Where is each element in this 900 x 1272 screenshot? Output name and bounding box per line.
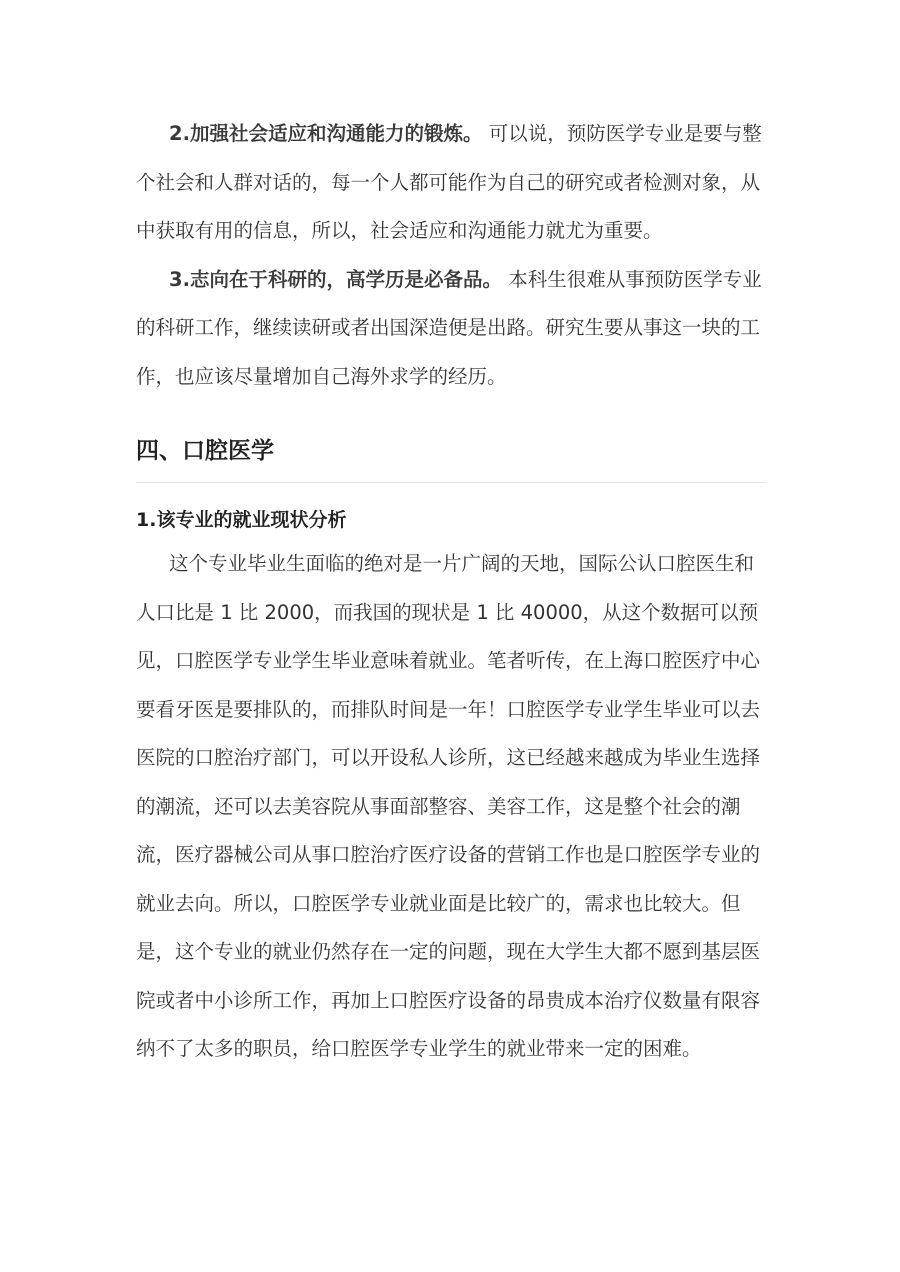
section-four-text <box>136 540 766 1074</box>
employment-analysis-body: 这个专业毕业生面临的绝对是一片广阔的天地，国际公认口腔医生和人口比是 1 比 2000，而我国的现状是 1 比 40000，从这个数据可以预见，口腔医学专业学生毕业意味着就业。笔者听传，在上海口腔医疗中心要看牙医是要排队的，而排队时间是一年！口腔医学专业学生毕业可以去医院的口腔治疗部门，可以开设私人诊所，这已经越来越成为毕业生选择的潮流，还可以去美容院从事面部整容、美容工作，这是整个社会的潮流，医疗器械公司从事口腔治疗医疗设备的营销工作也是口腔医学专业的就业去向。所以，口腔医学专业就业面是比较广的，需求也比较大。但是，这个专业的就业仍然存在一定的问题，现在大学生大都不愿到基层医院或者中小诊所工作，再加上口腔医疗设备的昂贵成本治疗仪数量有限容纳不了太多的职员，给口腔医学专业学生的就业带来一定的困难。 <box>136 552 761 1060</box>
item-2-body: 可以说，预防医学专业是要与整个社会和人群对话的，每一个人都可能作为自己的研究或者检测对象，从中获取有用的信息，所以，社会适应和沟通能力就尤为重要。 <box>136 122 762 242</box>
previous-section-text <box>136 110 766 401</box>
section-heading: 四、口腔医学 <box>136 438 274 464</box>
item-3-body: 本科生很难从事预防医学专业的科研工作，继续读研或者出国深造便是出路。研究生要从事这一块的工作，也应该尽量增加自己海外求学的经历。 <box>136 267 762 388</box>
subsection-heading: 1.该专业的就业现状分析 <box>136 509 347 531</box>
item-3-title: 3.志向在于科研的，高学历是必备品。 <box>169 267 502 291</box>
paragraph-employment-analysis <box>136 540 766 1074</box>
section-heading-container <box>136 436 766 483</box>
item-2-title: 2.加强社会适应和沟通能力的锻炼。 <box>169 122 483 145</box>
paragraph-item-2 <box>136 110 766 256</box>
paragraph-item-3 <box>136 256 766 402</box>
